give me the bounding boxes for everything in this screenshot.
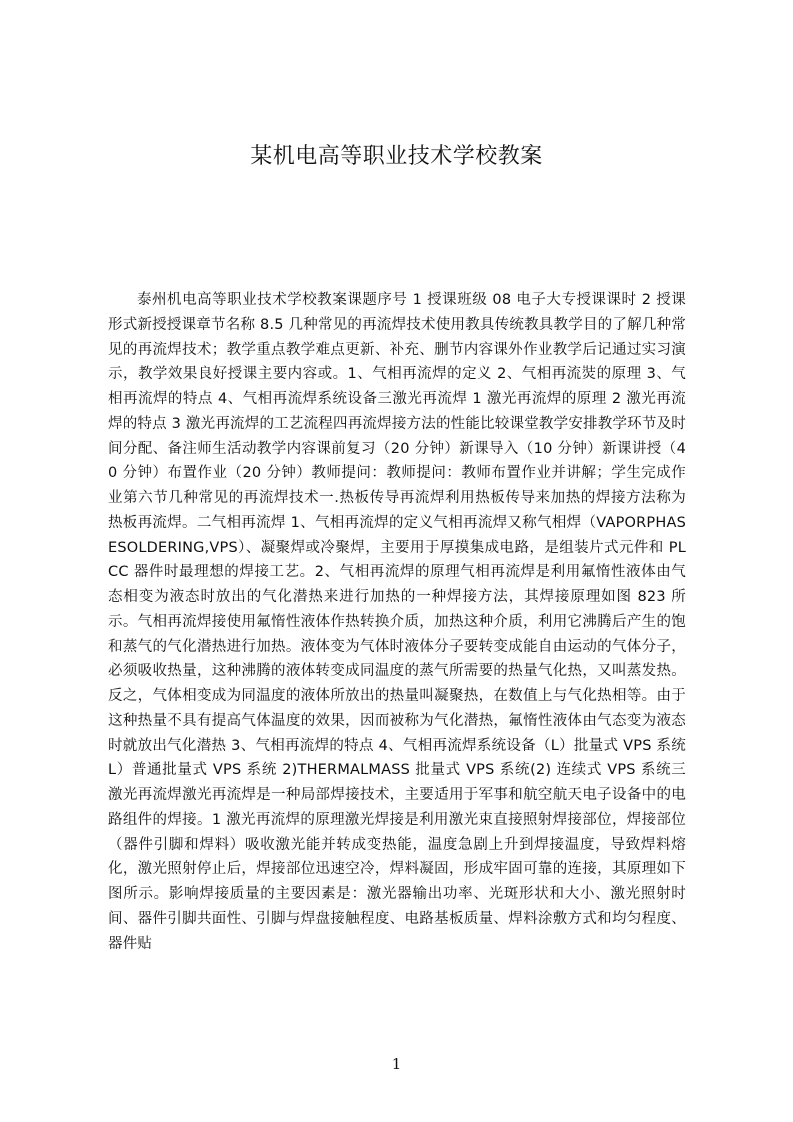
- document-body-paragraph: 泰州机电高等职业技术学校教案课题序号 1 授课班级 08 电子大专授课课时 2 授课形式新授授课章节名称 8.5 几种常见的再流焊技术使用教具传统教具教学目的了解几种常见的再流焊技术；教学重点教学难点更新、补充、删节内容课外作业教学后记通过实习演示，教学效果良好授课主要内容或。1、气相再流焊的定义 2、气相再流焋的原理 3、气相再流焊的特点 4、气相再流焊系统设备三激光再流焊 1 激光再流焊的原理 2 激光再流焊的特点 3 激光再流焊的工艺流程四再流焊接方法的性能比较课堂教学安排教学环节及时间分配、备注师生活动教学内容课前复习（20 分钟）新课导入（10 分钟）新课讲授（40 分钟）布置作业（20 分钟）教师提问：教师提问：教师布置作业并讲解；学生完成作业第六节几种常见的再流焊技术一.热板传导再流焊利用热板传导来加热的焊接方法称为热板再流焊。二气相再流焊 1、气相再流焊的定义气相再流焊又称气相焊（VAPORPHASESOLDERING,VPS）、凝聚焊或冷聚焊，主要用于厚摸集成电路，是组装片式元件和 PLCC 器件时最理想的焊接工艺。2、气相再流焊的原理气相再流焊是利用氟惰性液体由气态相变为液态时放出的气化潜热来进行加热的一种焊接方法，其焊接原理如图 823 所示。气相再流焊接使用氟惰性液体作热转换介质，加热这种介质，利用它沸腾后产生的饱和蒸气的气化潜热进行加热。液体变为气体时液体分子要转变成能自由运动的气体分子，必须吸收热量，这种沸腾的液体转变成同温度的蒸气所需要的热量气化热，又叫蒸发热。反之，气体相变成为同温度的液体所放出的热量叫凝聚热，在数值上与气化热相等。由于这种热量不具有提高气体温度的效果，因而被称为气化潜热，氟惰性液体由气态变为液态时就放出气化潜热 3、气相再流焊的特点 4、气相再流焊系统设备（L）批量式 VPS 系统 L）普通批量式 VPS 系统 2)THERMALMASS 批量式 VPS 系统(2) 连续式 VPS 系统三激光再流焊激光再流焊是一种局部焊接技术，主要适用于军事和航空航天电子设备中的电路组件的焊接。1 激光再流焊的原理激光焊接是利用激光束直接照射焊接部位，焊接部位（器件引脚和焊料）吸收激光能并转成变热能，温度急剧上升到焊接温度，导致焊料熔化，激光照射停止后，焊接部位迅速空冷，焊料凝固，形成牢固可靠的连接，其原理如下图所示。影响焊接质量的主要因素是：激光器输出功率、光斑形状和大小、激光照射时间、器件引脚共面性、引脚与焊盘接触程度、电路基板质量、焊料涂敷方式和均匀程度、器件贴: [108, 292, 686, 952]
- page-number: 1: [391, 1055, 402, 1073]
- document-title: 某机电高等职业技术学校教案: [250, 144, 543, 169]
